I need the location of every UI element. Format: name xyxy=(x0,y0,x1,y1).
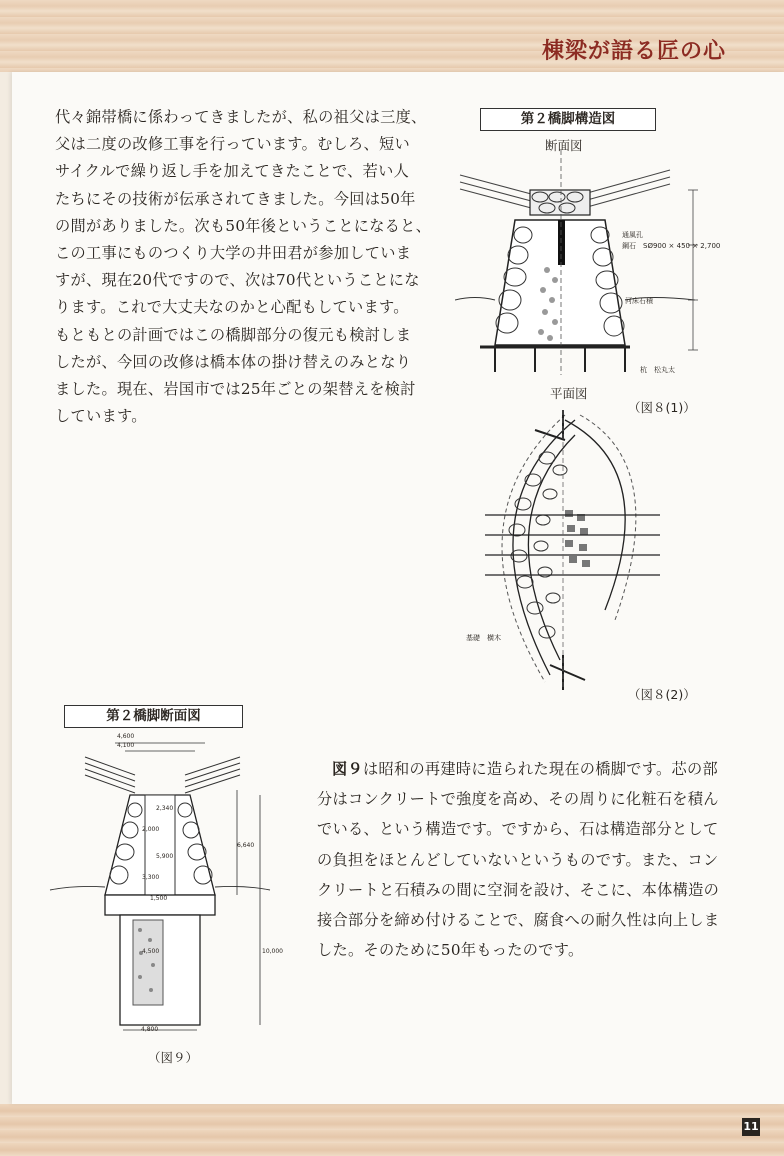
dim-total: 10,000 xyxy=(262,948,283,955)
figure9-title: 第２橋脚断面図 xyxy=(64,705,243,728)
dim-h2: 5,900 xyxy=(156,853,174,860)
pile-annotation: 杭 松丸太 xyxy=(640,366,675,374)
figure9-reference: 図９ xyxy=(332,760,363,778)
dim-h3: 1,500 xyxy=(150,895,168,902)
main-paragraph xyxy=(55,104,450,430)
paragraph-line: ります。これで大丈夫なのかと心配もしています。 xyxy=(55,298,409,317)
figure8-plan-drawing xyxy=(455,410,695,690)
plan-view-label: 平面図 xyxy=(550,386,588,401)
figure9-section-drawing xyxy=(45,735,295,1035)
dim-h1: 2,340 xyxy=(156,805,174,812)
paragraph-line: もともとの計画ではこの橋脚部分の復元も検討しま xyxy=(55,325,412,344)
figure9-caption: （図９） xyxy=(148,1050,199,1065)
dim-top-width-2: 4,100 xyxy=(117,742,135,749)
paragraph-line: の間がありました。次も50年後ということになると、 xyxy=(55,216,432,235)
series-title: 棟梁が語る匠の心 xyxy=(541,38,726,64)
dim-top-width-1: 4,600 xyxy=(117,733,135,740)
paragraph-line: 父は二度の改修工事を行っています。むしろ、短い xyxy=(55,135,410,154)
riverbed-annotation: 河床石積 xyxy=(625,297,653,305)
vent-hole-annotation: 通風孔 xyxy=(622,231,643,239)
paragraph-line: サイクルで繰り返し手を加えてきたことで、若い人 xyxy=(55,162,410,181)
dim-w2: 3,300 xyxy=(142,874,160,881)
paragraph-line: 代々錦帯橋に係わってきましたが、私の祖父は三度、 xyxy=(55,108,427,126)
lower-paragraph-text: は昭和の再建時に造られた現在の橋脚です。芯の部分はコンクリートで強度を高め、その周りに化粧石を積んでいる、という構造です。ですから、石は構造部分としての負担をほとんどしていないというものです。また、コンクリートと石積みの間に空洞を設け、そこに、本体構造の接合部分を締め付けることで、腐食への耐久性は向上しました。そのために50年もったのです。 xyxy=(317,760,720,960)
wood-grain-footer xyxy=(0,1104,784,1156)
figure8-section-drawing xyxy=(455,150,705,380)
page-number: 11 xyxy=(742,1118,760,1136)
paragraph-line: したが、今回の改修は橋本体の掛け替えのみとなり xyxy=(55,352,412,371)
dim-total-upper: 6,640 xyxy=(237,842,255,849)
paragraph-line: ました。現在、岩国市では25年ごとの架替えを検討 xyxy=(55,380,416,399)
figure8-caption-1: （図８(1)） xyxy=(628,400,696,415)
paragraph-line: しています。 xyxy=(55,407,147,426)
dim-bottom-width: 4,800 xyxy=(141,1026,159,1033)
dim-w1: 2,000 xyxy=(142,826,160,833)
figure8-title: 第２橋脚構造図 xyxy=(480,108,656,131)
foundation-annotation: 基礎 横木 xyxy=(466,634,501,642)
figure8-caption-2: （図８(2)） xyxy=(628,687,696,702)
lower-paragraph xyxy=(317,754,722,965)
tie-stone-annotation: 鋼石 SØ900 × 450 × 2,700 xyxy=(622,242,721,250)
paragraph-line: この工事にものつくり大学の井田君が参加していま xyxy=(55,244,412,263)
paragraph-line: すが、現在20代ですので、次は70代ということにな xyxy=(55,271,420,290)
dim-w3: 4,500 xyxy=(142,948,160,955)
section-view-label: 断面図 xyxy=(545,138,583,153)
paragraph-line: たちにその技術が伝承されてきました。今回は50年 xyxy=(55,189,416,208)
